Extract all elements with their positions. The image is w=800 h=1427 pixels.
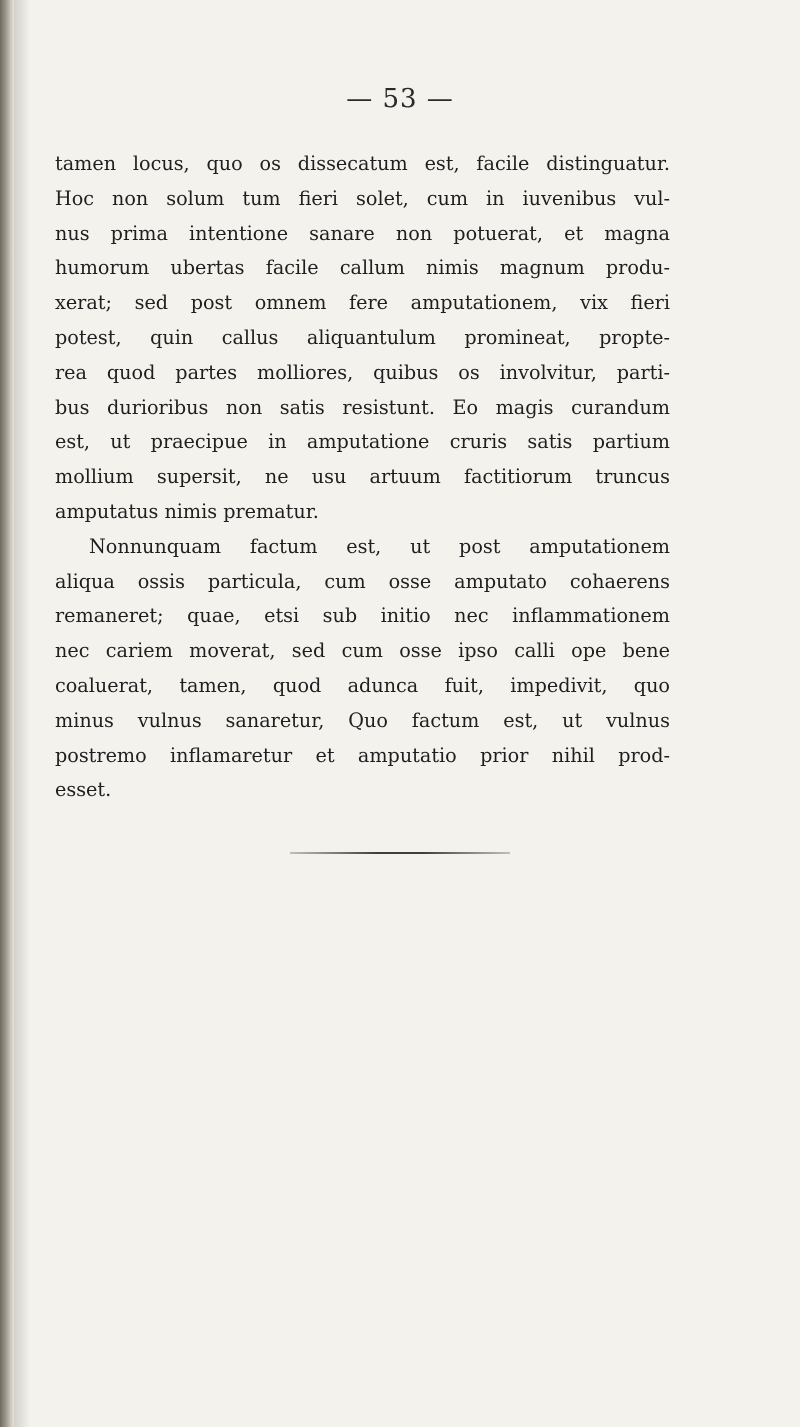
text-line: nus prima intentione sanare non potuerat, et magna <box>55 221 670 245</box>
text-line: aliqua ossis particula, cum osse amputato cohaerens <box>55 569 670 593</box>
binding-shadow <box>14 0 30 1427</box>
text-line: esset. <box>55 778 112 802</box>
text-line: rea quod partes molliores, quibus os involvitur, parti- <box>55 360 670 384</box>
text-line: xerat; sed post omnem fere amputationem, vix fieri <box>55 291 670 315</box>
text-line: mollium supersit, ne usu artuum factitiorum truncus <box>55 465 670 489</box>
text-line: amputatus nimis prematur. <box>55 499 319 523</box>
text-line: Hoc non solum tum fieri solet, cum in iuvenibus vul- <box>55 186 670 210</box>
text-line: nec cariem moverat, sed cum osse ipso calli ope bene <box>55 639 670 663</box>
page-binding-edge <box>0 0 14 1427</box>
text-line: remaneret; quae, etsi sub initio nec inflammationem <box>55 604 670 628</box>
body-text <box>55 147 670 808</box>
text-line: minus vulnus sanaretur, Quo factum est, ut vulnus <box>55 708 670 732</box>
text-line: humorum ubertas facile callum nimis magnum produ- <box>55 256 670 280</box>
section-divider <box>290 852 510 854</box>
text-line: tamen locus, quo os dissecatum est, facile distinguatur. <box>55 152 670 175</box>
text-line: est, ut praecipue in amputatione cruris satis partium <box>55 430 670 454</box>
text-line: Nonnunquam factum est, ut post amputationem <box>89 534 670 558</box>
text-line: coaluerat, tamen, quod adunca fuit, impedivit, quo <box>55 673 670 697</box>
page-number: — 53 — <box>346 84 454 114</box>
text-line: bus durioribus non satis resistunt. Eo magis curandum <box>55 395 670 419</box>
text-line: postremo inflamaretur et amputatio prior nihil prod- <box>55 743 670 767</box>
text-line: potest, quin callus aliquantulum promineat, propte- <box>55 325 670 349</box>
